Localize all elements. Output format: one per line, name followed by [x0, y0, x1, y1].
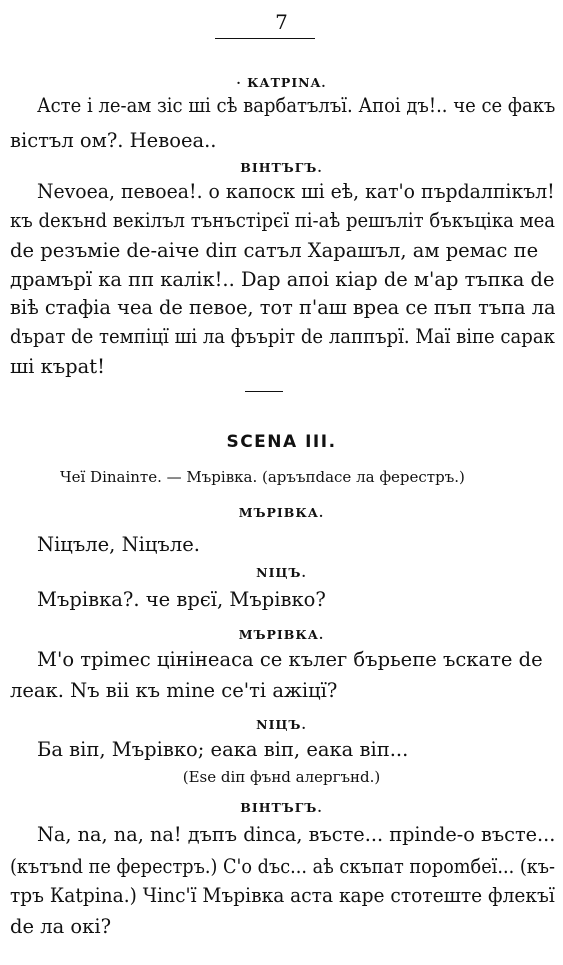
speaker-vintugu: ВІНТЪГЪ. [240, 160, 323, 175]
page-number: 7 [275, 10, 288, 34]
text-line: Na, na, na, na! дъпъ dіnса, въсте... прinde-о въсте... [37, 823, 556, 846]
text-line: Ба віп, Мърівко; еака віп, еака віп... [37, 738, 409, 761]
stage-direction: Чеї Dіnаіnте. — Мърівка. (аръъпdасе ла ферестръ.) [60, 468, 465, 486]
scene-title: SCENA III. [226, 432, 337, 452]
text-line: de ла окі? [10, 915, 112, 938]
speaker-murivka: МЪРІВКА. [238, 505, 325, 520]
text-line: Асте і ле-ам зіс ші сѣ варбатълъї. Апоі дъ!.. че се факъ [37, 94, 556, 117]
text-line: (кътъnd пе ферестръ.) С'о dъс... аѣ скъпат пороmбеї... (къ- [10, 855, 556, 878]
speaker-nitsu: NІЦЪ. [256, 565, 307, 580]
text-line: віѣ стафіа чеа de певое, тот п'аш вреа се пъп тъпа ла [10, 296, 556, 319]
text-line: Nevoea, певоеа!. о капоск ші еѣ, кат'о пърdалпікъл! [37, 180, 555, 203]
speaker-murivka: МЪРІВКА. [238, 627, 325, 642]
text-line: тръ Каtріna.) Чіnс'ї Мърівка аста каре стотеште флекъї [10, 884, 555, 907]
stage-direction: (Ese dіп фънd алергънd.) [182, 768, 381, 786]
speaker-katrina: · КАТРІNA. [236, 75, 327, 90]
text-line: леак. Nъ віі къ mіnе се'ті ажіцї? [10, 679, 338, 702]
speaker-vintugu: ВІНТЪГЪ. [240, 800, 323, 815]
text-line: de резъміе de-аіче dіп сатъл Харашъл, ам ремас пе [10, 239, 539, 262]
text-line: вістъл ом?. Невоеа.. [10, 129, 217, 152]
text-line: Nіцъле, Nіцъле. [37, 533, 200, 556]
section-divider [245, 391, 283, 392]
text-line: драмърї ка пп калік!.. Dар апоі кіар de м'ар тъпка de [10, 268, 555, 291]
speaker-nitsu: NІЦЪ. [256, 717, 307, 732]
text-line: М'о тріmес цінінеаса се кълег бърьепе ъскате de [37, 648, 543, 671]
text-line: къ dекънd векілъл тънъстірєї пі-аѣ решъліт бъкъціка меа [10, 209, 556, 232]
text-line: dърат de темпіцї ші ла фъъріт de лаппърї. Маї віпе сарак [10, 325, 555, 348]
text-line: ші къраt! [10, 355, 105, 378]
header-rule [215, 38, 315, 39]
text-line: Мърівка?. че врєї, Мърівко? [37, 588, 326, 611]
